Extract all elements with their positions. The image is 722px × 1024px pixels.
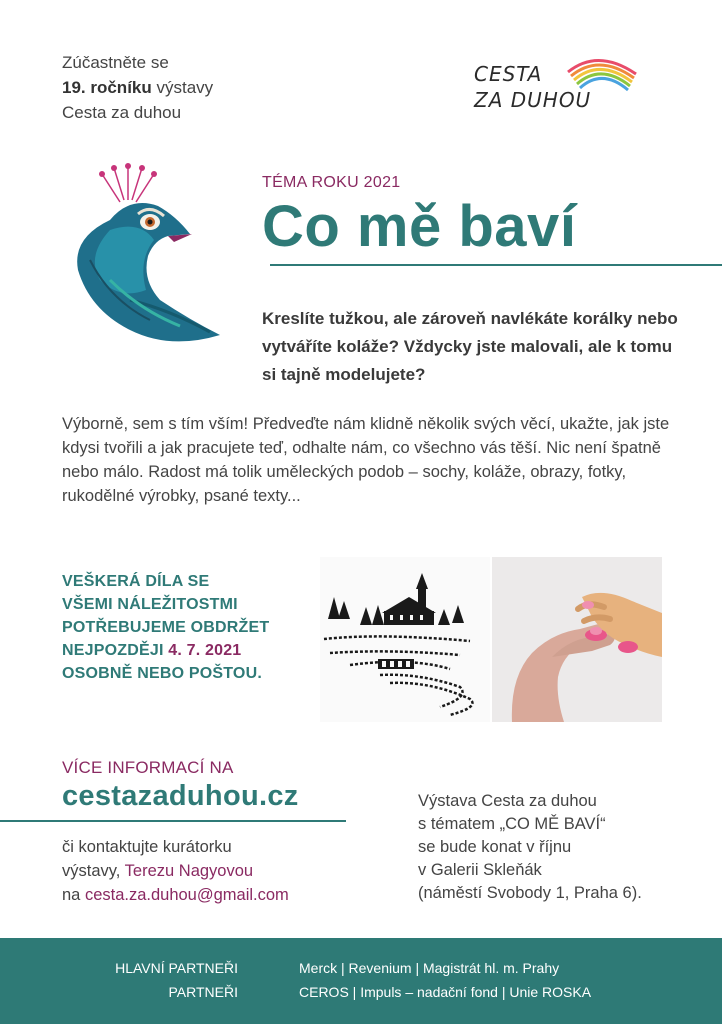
curator-name: Terezu Nagyovou (124, 862, 254, 880)
contact-line3 (62, 883, 289, 907)
expo-line5: (náměstí Svobody 1, Praha 6). (418, 884, 642, 902)
deadline-date: 4. 7. 2021 (168, 642, 242, 659)
logo-line1: CESTA (474, 62, 543, 86)
deadline-line1: VEŠKERÁ DÍLA SE (62, 573, 210, 590)
website-divider (0, 820, 346, 822)
logo-line2: ZA DUHOU (474, 88, 592, 112)
contact-line1: či kontaktujte kurátorku (62, 838, 232, 856)
partners-label: PARTNEŘI (168, 984, 238, 1000)
contact-line2-prefix: výstavy, (62, 862, 125, 880)
theme-label: TÉMA ROKU 2021 (262, 174, 401, 191)
cesta-za-duhou-logo (468, 50, 638, 120)
deadline-line5: OSOBNĚ NEBO POŠTOU. (62, 665, 262, 682)
contact-block (62, 835, 289, 907)
intro-line2-rest: výstavy (151, 78, 214, 97)
expo-line1: Výstava Cesta za duhou (418, 792, 597, 810)
hands-rings-photo (492, 557, 662, 722)
deadline-line2: VŠEMI NÁLEŽITOSTMI (62, 596, 238, 613)
deadline-line3: POTŘEBUJEME OBDRŽET (62, 619, 270, 636)
exhibition-info (418, 790, 642, 905)
cross-stitch-photo (320, 557, 490, 722)
intro-text (62, 50, 213, 125)
website-link[interactable]: cestazaduhou.cz (62, 780, 299, 812)
partners-list: CEROS | Impuls – nadační fond | Unie ROSKA (299, 984, 592, 1000)
deadline-line4-prefix: NEJPOZDĚJI (62, 642, 169, 659)
intro-line2 (62, 75, 213, 100)
more-info-label: VÍCE INFORMACÍ NA (62, 758, 234, 777)
partners-footer (0, 938, 722, 1024)
expo-line4: v Galerii Skleňák (418, 861, 542, 879)
deadline-line4 (62, 639, 322, 662)
body-paragraph: Výborně, sem s tím vším! Předveďte nám klidně několik svých věcí, ukažte, jak jste kdysi tvořili a jak pracujete teď, odhalte nám, co všechno vás těší. Nic není špatně nebo málo. Radost má tolik uměleckých podob – sochy, koláže, obrazy, fotky, rukodělné výrobky, psané texty... (62, 415, 670, 505)
lead-paragraph: Kreslíte tužkou, ale zároveň navlékáte korálky nebo vytváříte koláže? Vždycky jste malovali, ale k tomu si tajně modelujete? (262, 309, 678, 384)
main-partners-list: Merck | Revenium | Magistrát hl. m. Prahy (299, 960, 560, 976)
contact-line2 (62, 859, 289, 883)
contact-email-link[interactable]: cesta.za.duhou@gmail.com (84, 886, 289, 904)
main-partners-label: HLAVNÍ PARTNEŘI (115, 960, 238, 976)
contact-line3-prefix: na (62, 886, 85, 904)
peacock-illustration (50, 160, 250, 360)
title-divider (270, 264, 722, 266)
intro-edition: 19. ročníku (62, 78, 152, 97)
intro-line1: Zúčastněte se (62, 53, 169, 72)
intro-line3: Cesta za duhou (62, 103, 182, 122)
page-title: Co mě baví (262, 194, 577, 259)
expo-line2: s tématem „CO MĚ BAVÍ“ (418, 815, 606, 833)
deadline-notice (62, 570, 322, 685)
expo-line3: se bude konat v říjnu (418, 838, 572, 856)
